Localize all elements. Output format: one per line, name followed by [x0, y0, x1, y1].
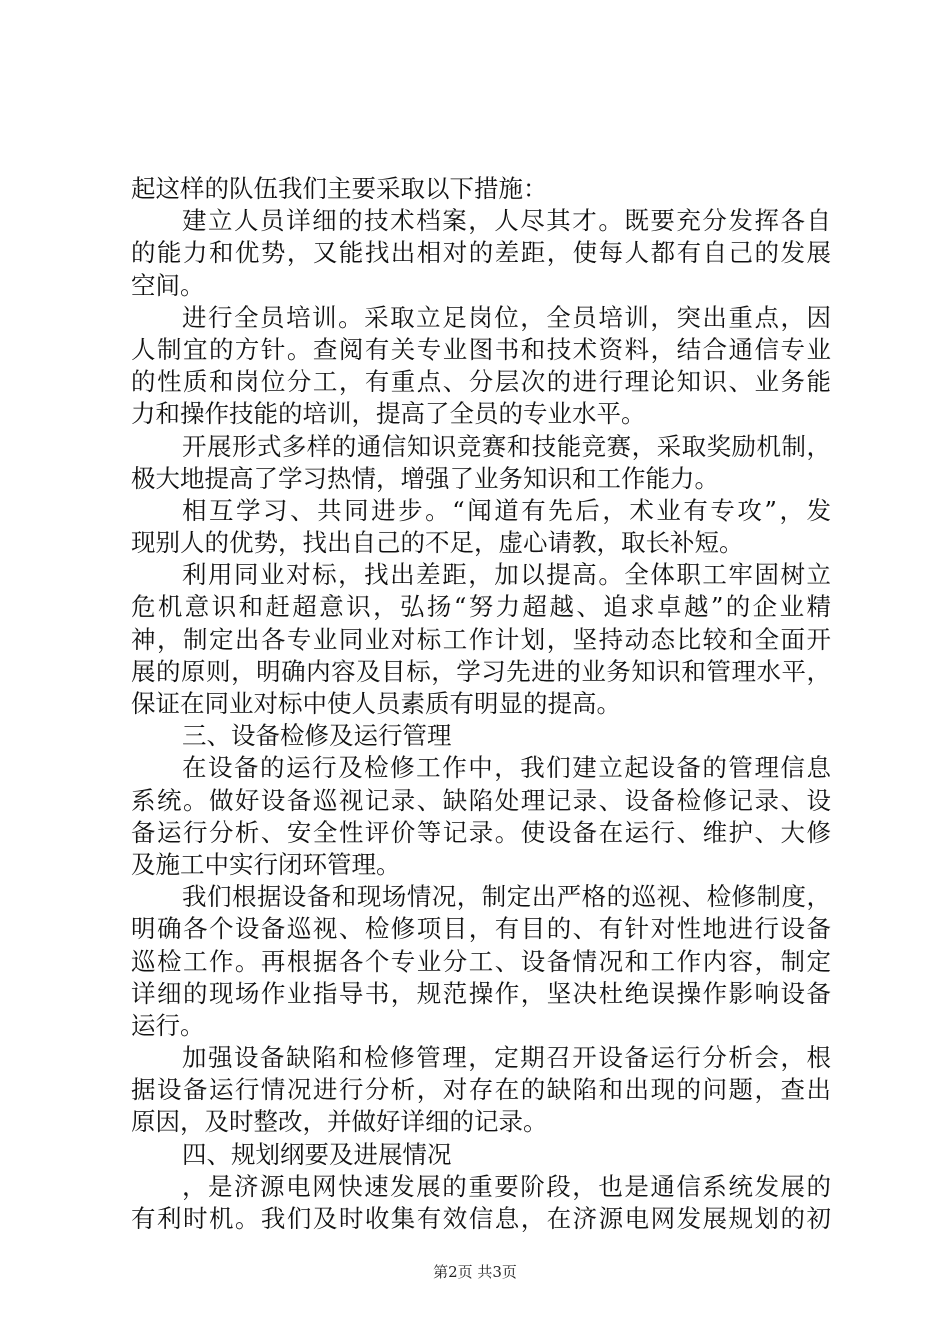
text-line: ，是济源电网快速发展的重要阶段，也是通信系统发展的	[182, 1171, 831, 1201]
text-line: 危机意识和赶超意识，弘扬“努力超越、追求卓越”的企业精	[131, 592, 831, 622]
text-line: 神，制定出各专业同业对标工作计划，坚持动态比较和全面开	[131, 624, 831, 654]
text-line: 建立人员详细的技术档案，人尽其才。既要充分发挥各自	[182, 206, 831, 236]
text-line: 原因，及时整改，并做好详细的记录。	[131, 1107, 548, 1137]
text-line: 的性质和岗位分工，有重点、分层次的进行理论知识、业务能	[131, 367, 831, 397]
text-line: 详细的现场作业指导书，规范操作，坚决杜绝误操作影响设备	[131, 978, 831, 1008]
text-line: 起这样的队伍我们主要采取以下措施：	[131, 174, 548, 203]
text-line: 明确各个设备巡视、检修项目，有目的、有针对性地进行设备	[131, 914, 831, 944]
text-line: 展的原则，明确内容及目标，学习先进的业务知识和管理水平，	[131, 656, 831, 686]
text-line: 备运行分析、安全性评价等记录。使设备在运行、维护、大修	[131, 817, 831, 847]
text-line: 人制宜的方针。查阅有关专业图书和技术资料，结合通信专业	[131, 334, 831, 364]
text-line: 相互学习、共同进步。“闻道有先后，术业有专攻”，发	[182, 495, 831, 525]
text-line: 及施工中实行闭环管理。	[131, 849, 401, 879]
page-footer: 第2页 共3页	[433, 1263, 517, 1281]
text-line: 三、设备检修及运行管理	[182, 721, 452, 751]
text-line: 加强设备缺陷和检修管理，定期召开设备运行分析会，根	[182, 1043, 831, 1073]
text-line: 巡检工作。再根据各个专业分工、设备情况和工作内容，制定	[131, 946, 831, 976]
text-line: 利用同业对标，找出差距，加以提高。全体职工牢固树立	[182, 560, 831, 590]
text-line: 我们根据设备和现场情况，制定出严格的巡视、检修制度，	[182, 882, 831, 912]
text-line: 在设备的运行及检修工作中，我们建立起设备的管理信息	[182, 753, 831, 783]
text-line: 空间。	[131, 270, 205, 300]
text-line: 现别人的优势，找出自己的不足，虚心请教，取长补短。	[131, 528, 744, 558]
text-line: 保证在同业对标中使人员素质有明显的提高。	[131, 689, 621, 718]
text-line: 有利时机。我们及时收集有效信息，在济源电网发展规划的初	[131, 1204, 831, 1233]
text-line: 开展形式多样的通信知识竞赛和技能竞赛，采取奖励机制，	[182, 431, 831, 461]
text-line: 进行全员培训。采取立足岗位，全员培训，突出重点，因	[182, 302, 831, 332]
text-line: 据设备运行情况进行分析，对存在的缺陷和出现的问题，查出	[131, 1075, 831, 1105]
text-line: 系统。做好设备巡视记录、缺陷处理记录、设备检修记录、设	[131, 785, 831, 815]
text-line: 四、规划纲要及进展情况	[182, 1139, 452, 1169]
text-line: 的能力和优势，又能找出相对的差距，使每人都有自己的发展	[131, 238, 831, 268]
text-line: 运行。	[131, 1010, 205, 1040]
text-line: 力和操作技能的培训，提高了全员的专业水平。	[131, 399, 646, 429]
text-line: 极大地提高了学习热情，增强了业务知识和工作能力。	[131, 463, 719, 493]
document-body	[131, 173, 831, 1235]
